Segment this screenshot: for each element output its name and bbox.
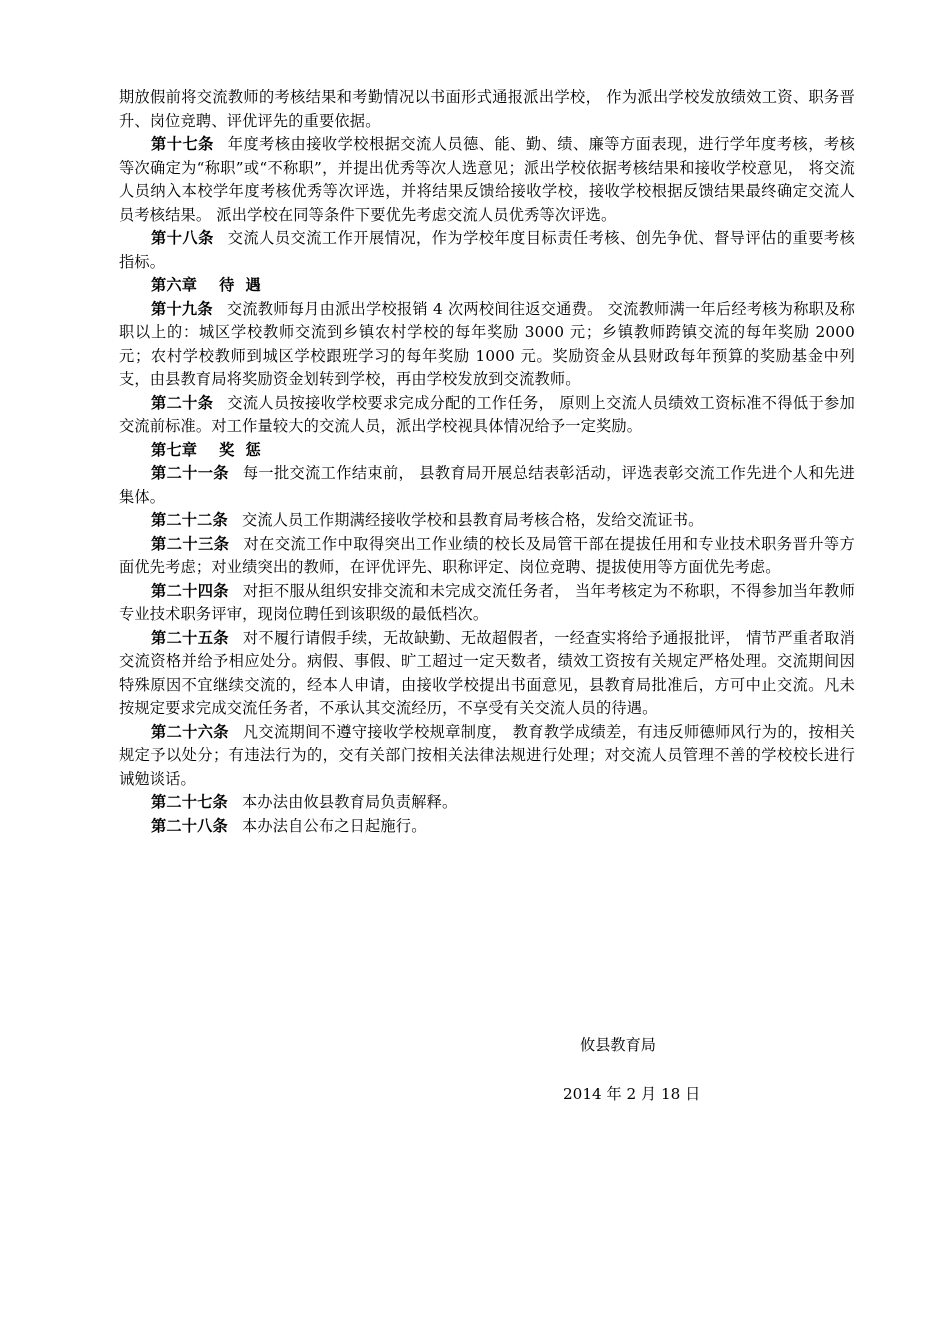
article-17-number: 第十七条: [151, 135, 214, 153]
article-23-number: 第二十三条: [151, 534, 230, 553]
article-28: [119, 815, 855, 839]
article-19-number: 第十九条: [151, 299, 213, 318]
article-24: [119, 580, 855, 627]
article-23-text: 对在交流工作中取得突出工作业绩的校长及局管干部在提拔任用和专业技术职务晋升等方面优先考虑；对业绩突出的教师，在评优评先、职称评定、岗位竞聘、提拔使用等方面优先考虑。: [119, 534, 855, 576]
article-28-text: 本办法自公布之日起施行。: [241, 816, 427, 835]
article-19: [119, 298, 855, 392]
article-18-text: 交流人员交流工作开展情况，作为学校年度目标责任考核、创先争优、督导评估的重要考核指标。: [119, 229, 855, 271]
article-24-text: 对拒不服从组织安排交流和未完成交流任务者， 当年考核定为不称职，不得参加当年教师专业技术职务评审，现岗位聘任到该职级的最低档次。: [119, 581, 856, 623]
article-26-text: 凡交流期间不遵守接收学校规章制度， 教育教学成绩差，有违反师德师风行为的，按相关规定予以处分；有违法行为的，交有关部门按相关法律法规进行处理；对交流人员管理不善的学校校长进行诫勉谈话。: [119, 722, 856, 788]
article-25-number: 第二十五条: [151, 628, 229, 647]
article-19-text: 交流教师每月由派出学校报销 4 次两校间往返交通费。 交流教师满一年后经考核为称职及称职以上的：城区学校教师交流到乡镇农村学校的每年奖励 3000 元；乡镇教师跨镇交流的每年奖励 2000 元；农村学校教师到城区学校跟班学习的每年奖励 1000 元。奖励资金从县财政每年预算的奖励基金中列支，由县教育局将奖励资金划转到学校，再由学校发放到交流教师。: [119, 299, 855, 388]
article-21-text: 每一批交流工作结束前， 县教育局开展总结表彰活动，评选表彰交流工作先进个人和先进集体。: [119, 464, 856, 506]
document-body: [119, 86, 855, 838]
article-18: [119, 227, 855, 274]
article-23: [119, 533, 855, 580]
article-24-number: 第二十四条: [151, 581, 229, 600]
chapter-6-heading: 第六章 待 遇: [151, 276, 261, 294]
article-21: [119, 462, 855, 509]
article-20: [119, 392, 855, 439]
article-17: [119, 133, 855, 227]
article-18-number: 第十八条: [151, 229, 214, 247]
article-26-number: 第二十六条: [151, 722, 229, 741]
article-22: [119, 509, 855, 533]
article-20-number: 第二十条: [151, 393, 214, 412]
article-28-number: 第二十八条: [151, 816, 228, 835]
article-27-number: 第二十七条: [151, 793, 228, 811]
article-22-text: 交流人员工作期满经接收学校和县教育局考核合格，发给交流证书。: [241, 511, 704, 529]
intro-paragraph: 期放假前将交流教师的考核结果和考勤情况以书面形式通报派出学校， 作为派出学校发放绩效工资、职务晋升、岗位竞聘、评优评先的重要依据。: [119, 88, 855, 130]
article-22-number: 第二十二条: [151, 511, 228, 529]
article-27-text: 本办法由攸县教育局负责解释。: [241, 793, 458, 811]
article-17-text: 年度考核由接收学校根据交流人员德、能、勤、绩、廉等方面表现，进行学年度考核，考核等次确定为“称职”或“不称职”，并提出优秀等次人选意见；派出学校依据考核结果和接收学校意见， 将交流人员纳入本校学年度考核优秀等次评选，并将结果反馈给接收学校，接收学校根据反馈结果最终确定交流人员考核结果。 派出学校在同等条件下要优先考虑交流人员优秀等次评选。: [119, 135, 855, 224]
article-21-number: 第二十一条: [151, 464, 229, 482]
chapter-7-heading: 第七章 奖 惩: [151, 440, 261, 459]
article-25: [119, 627, 855, 721]
issuer-signature: 攸县教育局: [580, 1036, 656, 1054]
article-27: [119, 791, 855, 815]
article-26: [119, 721, 855, 792]
article-25-text: 对不履行请假手续，无故缺勤、无故超假者，一经查实将给予通报批评， 情节严重者取消交流资格并给予相应处分。病假、事假、旷工超过一定天数者，绩效工资按有关规定严格处理。交流期间因特殊原因不宜继续交流的，经本人申请，由接收学校提出书面意见，县教育局批准后，方可中止交流。凡未按规定要求完成交流任务者，不承认其交流经历，不享受有关交流人员的待遇。: [119, 628, 856, 717]
article-20-text: 交流人员按接收学校要求完成分配的工作任务， 原则上交流人员绩效工资标准不得低于参加交流前标准。对工作量较大的交流人员，派出学校视具体情况给予一定奖励。: [119, 393, 855, 435]
issue-date: 2014 年 2 月 18 日: [563, 1085, 701, 1103]
